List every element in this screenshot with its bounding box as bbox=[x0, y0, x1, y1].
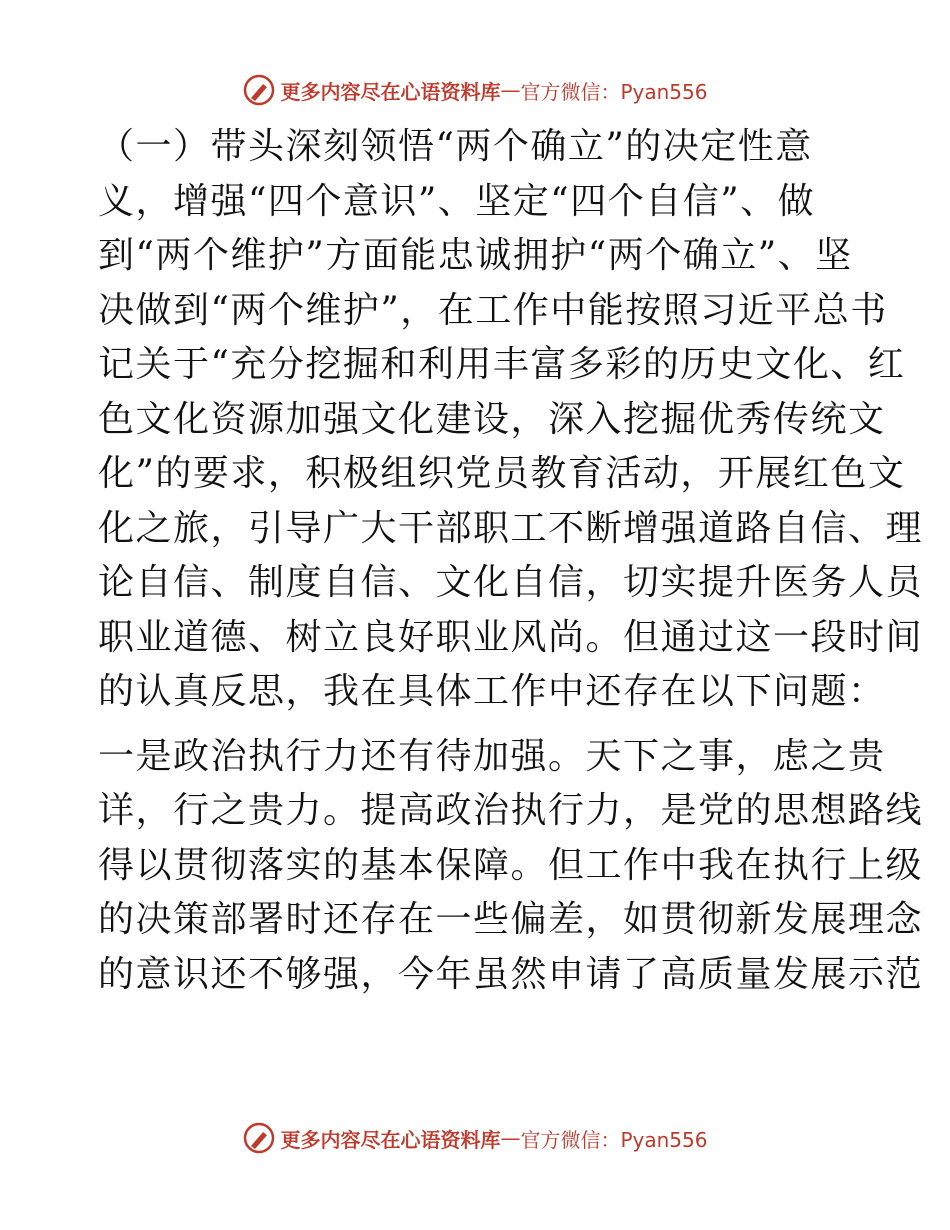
text-line: 的决策部署时还存在一些偏差，如贯彻新发展理念 bbox=[98, 899, 924, 940]
banner-separator: — bbox=[500, 78, 521, 102]
text-line: 记关于“充分挖掘和利用丰富多彩的历史文化、红 bbox=[98, 344, 906, 385]
text-line: （一）带头深刻领悟“两个确立”的决定性意 bbox=[98, 126, 813, 167]
header-watermark-banner bbox=[0, 70, 950, 110]
text-line: 一是政治执行力还有待加强。天下之事，虑之贵 bbox=[98, 735, 886, 777]
text-line: 的认真反思，我在具体工作中还存在以下问题： bbox=[98, 671, 886, 712]
text-line: 决做到“两个维护”，在工作中能按照习近平总书 bbox=[98, 289, 888, 331]
pen-logo-icon bbox=[242, 73, 276, 107]
text-line: 的意识还不够强，今年虽然申请了高质量发展示范 bbox=[98, 953, 924, 995]
text-line: 论自信、制度自信、文化自信，切实提升医务人员 bbox=[98, 562, 924, 603]
text-line: 化之旅，引导广大干部职工不断增强道路自信、理 bbox=[98, 507, 924, 549]
text-line: 化”的要求，积极组织党员教育活动，开展红色文 bbox=[98, 453, 906, 494]
text-line: 义，增强“四个意识”、坚定“四个自信”、做 bbox=[98, 180, 816, 222]
banner-wechat-id: 官方微信：Pyan556 bbox=[520, 79, 708, 104]
paragraph-spacer bbox=[98, 720, 858, 730]
pen-logo-icon bbox=[242, 1121, 276, 1155]
footer-watermark-banner bbox=[0, 1118, 950, 1158]
banner-wechat-id: 官方微信：Pyan556 bbox=[520, 1127, 708, 1152]
text-line: 职业道德、树立良好职业风尚。但通过这一段时间 bbox=[98, 616, 924, 658]
text-line: 色文化资源加强文化建设，深入挖掘优秀传统文 bbox=[98, 398, 886, 440]
paragraph-1 bbox=[98, 120, 924, 720]
banner-title: 更多内容尽在心语资料库 bbox=[280, 79, 501, 104]
text-line: 得以贯彻落实的基本保障。但工作中我在执行上级 bbox=[98, 844, 924, 886]
document-body bbox=[98, 120, 924, 1002]
banner-title: 更多内容尽在心语资料库 bbox=[280, 1127, 501, 1152]
text-line: 到“两个维护”方面能忠诚拥护“两个确立”、坚 bbox=[98, 235, 853, 276]
text-line: 详，行之贵力。提高政治执行力，是党的思想路线 bbox=[98, 790, 924, 831]
banner-separator: — bbox=[500, 1126, 521, 1150]
paragraph-2 bbox=[98, 730, 924, 1003]
